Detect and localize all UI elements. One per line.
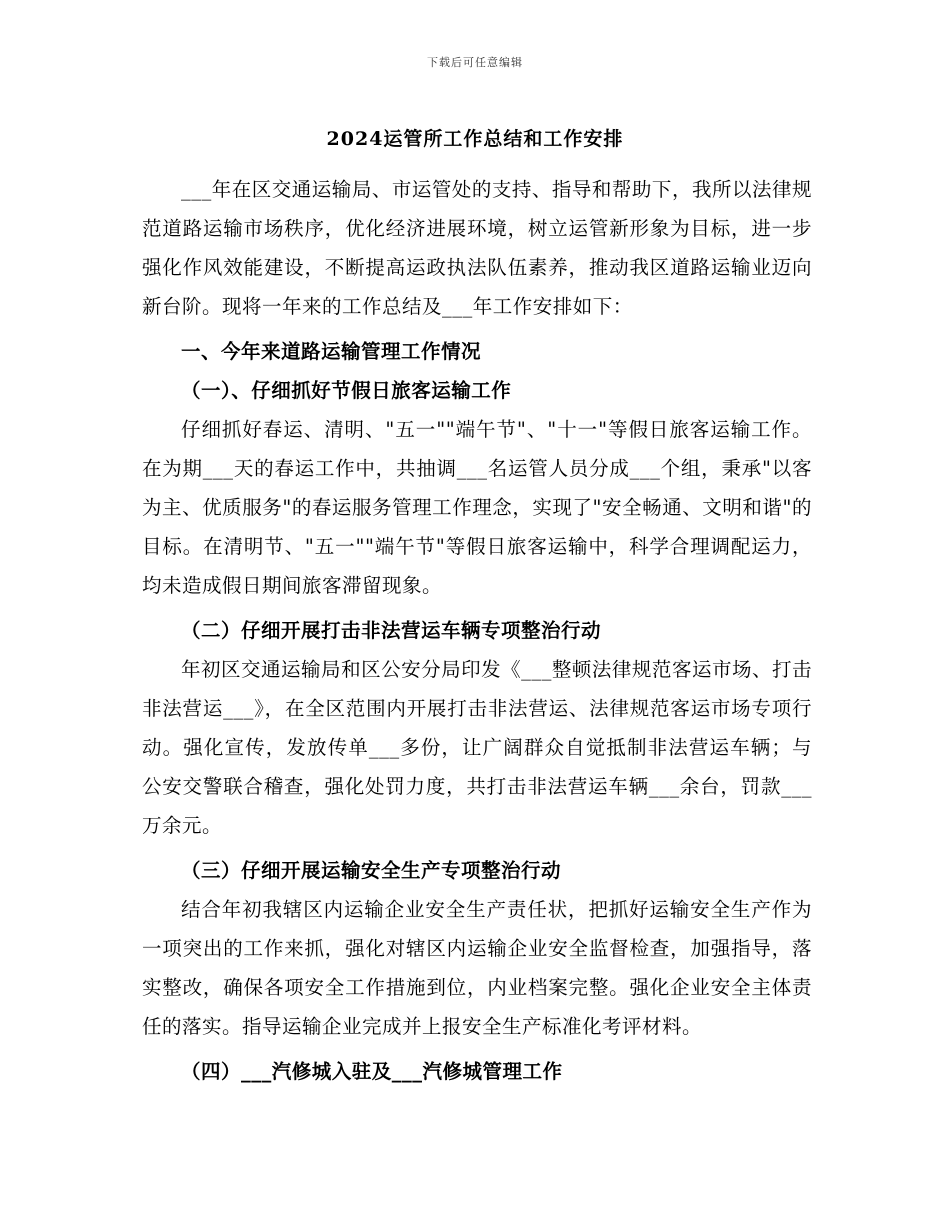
- subsection-paragraph-1: 仔细抓好春运、清明、"五一""端午节"、"十一"等假日旅客运输工作。在为期___天的春运工作中，共抽调___名运管人员分成___个组，秉承"以客为主、优质服务"的春运服务管理工作理念，实现了"安全畅通、文明和谐"的目标。在清明节、"五一""端午节"等假日旅客运输中，科学合理调配运力，均未造成假日期间旅客滞留现象。: [142, 418, 812, 597]
- intro-paragraph: ___年在区交通运输局、市运管处的支持、指导和帮助下，我所以法律规范道路运输市场秩序，优化经济进展环境，树立运管新形象为目标，进一步强化作风效能建设，不断提高运政执法队伍素养，推动我区道路运输业迈向新台阶。现将一年来的工作总结及___年工作安排如下：: [142, 178, 812, 318]
- subsection-heading-4: （四）___汽修城入驻及___汽修城管理工作: [181, 1060, 563, 1083]
- subsection-heading-2: （二）仔细开展打击非法营运车辆专项整治行动: [181, 619, 602, 642]
- document-body: [142, 170, 812, 1091]
- subsection-heading-3: （三）仔细开展运输安全生产专项整治行动: [181, 859, 562, 882]
- subsection-paragraph-3: 结合年初我辖区内运输企业安全生产责任状，把抓好运输安全生产作为一项突出的工作来抓，强化对辖区内运输企业安全监督检查，加强指导，落实整改，确保各项安全工作措施到位，内业档案完整。强化企业安全主体责任的落实。指导运输企业完成并上报安全生产标准化考评材料。: [142, 898, 812, 1038]
- section-heading-1: 一、今年来道路运输管理工作情况: [181, 340, 482, 363]
- subsection-paragraph-2: 年初区交通运输局和区公安分局印发《___整顿法律规范客运市场、打击非法营运___》，在全区范围内开展打击非法营运、法律规范客运市场专项行动。强化宣传，发放传单___多份，让广阔群众自觉抵制非法营运车辆；与公安交警联合稽查，强化处罚力度，共打击非法营运车辆___余台，罚款___万余元。: [142, 658, 812, 837]
- header-note: 下载后可任意编辑: [427, 56, 523, 69]
- document-title: 2024运管所工作总结和工作安排: [326, 128, 624, 150]
- subsection-heading-1: （一）、仔细抓好节假日旅客运输工作: [181, 379, 512, 402]
